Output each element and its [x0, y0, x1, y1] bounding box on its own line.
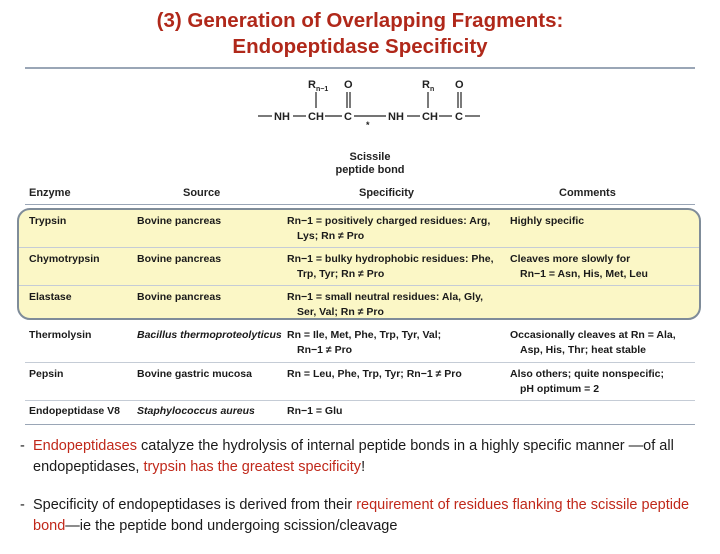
comment-line-1: Also others; quite nonspecific; [510, 368, 665, 380]
specificity-line-1: Rn−1 = positively charged residues: Arg, [287, 215, 491, 227]
note-text: catalyze the hydrolysis of internal peptide bonds in a highly specific manner —of all endopeptidases, [33, 438, 674, 475]
c-label-2: C [455, 111, 463, 123]
enzyme-cell: Trypsin [29, 215, 67, 227]
note-text: Specificity of endopeptidases is derived from their [33, 497, 357, 513]
c-label-1: C [344, 111, 352, 123]
table-header [25, 182, 695, 205]
title-line-2: Endopeptidase Specificity [232, 35, 488, 58]
note-text: ! [361, 459, 366, 475]
header-specificity: Specificity [359, 187, 415, 199]
table-bottom-divider [25, 424, 695, 425]
enzyme-cell: Endopeptidase V8 [29, 405, 121, 417]
nh-label-1: NH [274, 111, 290, 123]
comment-line-2: Rn−1 = Asn, His, Met, Leu [520, 268, 648, 280]
row-divider [25, 400, 695, 401]
o-label-1: O [344, 79, 353, 91]
row-divider [19, 247, 699, 248]
title-line-1: (3) Generation of Overlapping Fragments: [156, 9, 564, 32]
specificity-line-1: Rn−1 = bulky hydrophobic residues: Phe, [287, 253, 494, 265]
source-cell: Bacillus thermoproteolyticus [137, 329, 282, 341]
scissile-star: * [366, 120, 370, 130]
source-cell: Bovine gastric mucosa [137, 368, 252, 380]
notes-list [20, 436, 712, 554]
bullet-dash: - [20, 438, 25, 454]
comment-line-1: Highly specific [510, 215, 585, 227]
enzyme-cell: Chymotrypsin [29, 253, 100, 265]
highlight-endopeptidases: Endopeptidases [33, 438, 137, 454]
enzyme-cell: Elastase [29, 291, 72, 303]
bullet-dash: - [20, 497, 25, 513]
highlight-requirement: requirement of residues flanking the scissile peptide bond [33, 497, 690, 534]
specificity-line-2: Trp, Tyr; Rn ≠ Pro [297, 268, 385, 280]
peptide-bond-diagram [240, 72, 500, 184]
comment-line-1: Cleaves more slowly for [510, 253, 631, 265]
header-source: Source [183, 187, 221, 199]
source-cell: Bovine pancreas [137, 291, 222, 303]
scissile-caption-line-2: peptide bond [335, 164, 405, 176]
specificity-line-2: Rn−1 ≠ Pro [297, 344, 353, 356]
highlight-trypsin: trypsin has the greatest specificity [143, 459, 362, 475]
enzyme-cell: Thermolysin [29, 329, 92, 341]
r-prev-label: $R_{n-1}$ [308, 79, 329, 93]
specificity-line-1: Rn = Leu, Phe, Trp, Tyr; Rn−1 ≠ Pro [287, 368, 462, 380]
specificity-line-1: Rn−1 = small neutral residues: Ala, Gly, [287, 291, 484, 303]
scissile-caption [315, 151, 425, 177]
source-cell: Staphylococcus aureus [137, 405, 255, 417]
slide-title [0, 8, 720, 60]
row-divider [25, 362, 695, 363]
enzyme-cell: Pepsin [29, 368, 64, 380]
nh-label-2: NH [388, 111, 404, 123]
row-divider [19, 285, 699, 286]
ch-label-1: CH [308, 111, 324, 123]
specificity-line-2: Lys; Rn ≠ Pro [297, 230, 365, 242]
specificity-line-2: Ser, Val; Rn ≠ Pro [297, 306, 384, 318]
comment-line-1: Occasionally cleaves at Rn = Ala, [510, 329, 676, 341]
ch-label-2: CH [422, 111, 438, 123]
source-cell: Bovine pancreas [137, 215, 222, 227]
r-n-label: $R_n$ [422, 79, 435, 93]
note-item-2 [20, 495, 712, 537]
o-label-2: O [455, 79, 464, 91]
specificity-line-1: Rn−1 = Glu [287, 405, 343, 417]
top-divider [25, 67, 695, 69]
note-text: —ie the peptide bond undergoing scission/cleavage [65, 518, 398, 534]
specificity-line-1: Rn = Ile, Met, Phe, Trp, Tyr, Val; [287, 329, 442, 341]
comment-line-2: Asp, His, Thr; heat stable [520, 344, 647, 356]
scissile-caption-line-1: Scissile [349, 151, 391, 163]
peptide-structure [240, 72, 500, 152]
comment-line-2: pH optimum = 2 [520, 383, 600, 395]
note-item-1 [20, 436, 712, 478]
header-enzyme: Enzyme [29, 187, 71, 199]
source-cell: Bovine pancreas [137, 253, 222, 265]
header-comments: Comments [559, 187, 616, 199]
